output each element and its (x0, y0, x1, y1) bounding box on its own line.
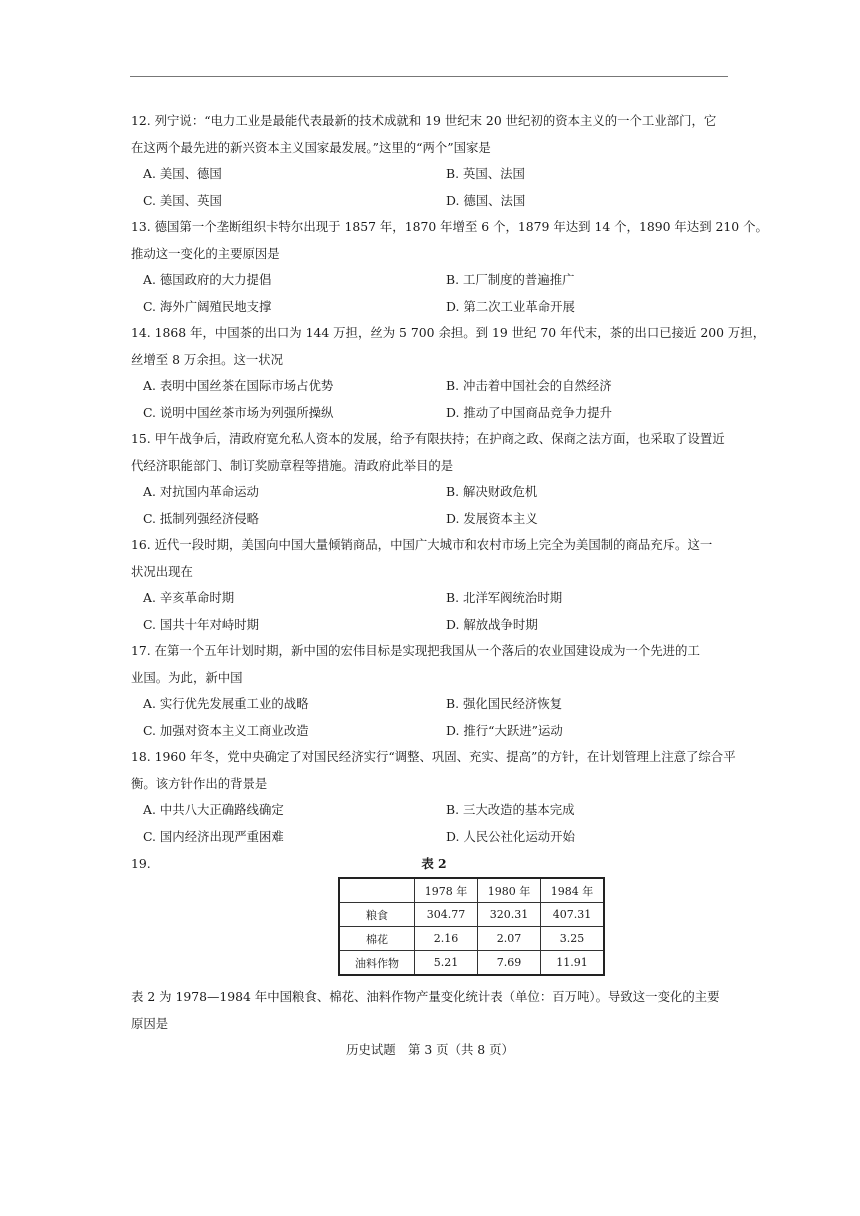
answer-options (131, 585, 737, 638)
answer-option: A. 表明中国丝茶在国际市场占优势 (143, 378, 334, 393)
answer-options (131, 691, 737, 744)
row-header: 棉花 (339, 927, 415, 951)
page-footer: 历史试题 第 3 页（共 8 页） (346, 1042, 514, 1057)
answer-option: C. 说明中国丝茶市场为列强所操纵 (143, 404, 334, 420)
question-stem-line: 代经济职能部门、制订奖励章程等措施。清政府此举目的是 (131, 457, 454, 473)
question-stem-line: 衡。该方针作出的背景是 (131, 775, 268, 791)
answer-option: D. 解放战争时期 (446, 616, 538, 632)
table-caption: 表 2 (421, 856, 447, 871)
answer-options (131, 267, 737, 320)
column-header: 1984 年 (541, 878, 605, 903)
question-stem-line: 14. 1868 年，中国茶的出口为 144 万担，丝为 5 700 余担。到 19 世纪 70 年代末，茶的出口已接近 200 万担， (131, 325, 766, 340)
question-list (131, 108, 768, 1037)
column-header: 1978 年 (415, 878, 478, 903)
answer-option: D. 推动了中国商品竞争力提升 (446, 404, 613, 420)
question-stem-line: 16. 近代一段时期，美国向中国大量倾销商品，中国广大城市和农村市场上完全为美国制的商品充斥。这一 (131, 537, 713, 552)
answer-option: A. 德国政府的大力提倡 (143, 272, 272, 287)
answer-option: C. 抵制列强经济侵略 (143, 510, 260, 526)
answer-option: D. 发展资本主义 (446, 510, 538, 526)
question-stem-line: 丝增至 8 万余担。这一状况 (131, 351, 284, 367)
header-rule (130, 76, 728, 77)
question-item (131, 108, 737, 214)
question-item (131, 214, 768, 320)
question-19 (131, 850, 737, 1037)
answer-option: B. 冲击着中国社会的自然经济 (446, 378, 612, 393)
answer-options (131, 797, 737, 850)
table-cell: 11.91 (541, 951, 605, 976)
table-row (339, 951, 604, 976)
answer-option: D. 德国、法国 (446, 192, 526, 208)
table-corner-cell (339, 878, 415, 903)
stem-line: 表 2 为 1978—1984 年中国粮食、棉花、油料作物产量变化统计表（单位：百万吨）。导致这一变化的主要 (131, 989, 720, 1004)
question-stem-line: 15. 甲午战争后，清政府宽允私人资本的发展，给予有限扶持；在护商之政、保商之法方面，也采取了设置近 (131, 431, 725, 446)
answer-option: D. 人民公社化运动开始 (446, 828, 575, 844)
answer-option: C. 美国、英国 (143, 192, 222, 208)
answer-option: A. 美国、德国 (143, 166, 222, 181)
question-stem-line: 18. 1960 年冬，党中央确定了对国民经济实行“调整、巩固、充实、提高”的方针，在计划管理上注意了综合平 (131, 749, 736, 764)
answer-option: B. 强化国民经济恢复 (446, 696, 563, 711)
answer-options (131, 161, 737, 214)
question-item (131, 532, 737, 638)
statistics-table (338, 877, 605, 976)
question-stem-line: 推动这一变化的主要原因是 (131, 245, 280, 261)
question-number: 19. (131, 856, 151, 871)
answer-option: B. 北洋军阀统治时期 (446, 590, 563, 605)
question-item (131, 744, 737, 850)
table-header-row (339, 878, 604, 903)
answer-option: B. 解决财政危机 (446, 484, 538, 499)
question-stem-line: 12. 列宁说：“电力工业是最能代表最新的技术成就和 19 世纪末 20 世纪初的资本主义的一个工业部门，它 (131, 113, 717, 128)
answer-option: A. 辛亥革命时期 (143, 590, 235, 605)
answer-option: B. 三大改造的基本完成 (446, 802, 575, 817)
row-header: 油料作物 (339, 951, 415, 976)
question-stem-line: 状况出现在 (131, 563, 193, 579)
table-cell: 407.31 (541, 903, 605, 927)
answer-option: B. 英国、法国 (446, 166, 525, 181)
table-cell: 7.69 (478, 951, 541, 976)
answer-option: A. 实行优先发展重工业的战略 (143, 696, 309, 711)
row-header: 粮食 (339, 903, 415, 927)
answer-option: A. 中共八大正确路线确定 (143, 802, 284, 817)
column-header: 1980 年 (478, 878, 541, 903)
question-stem-line: 13. 德国第一个垄断组织卡特尔出现于 1857 年，1870 年增至 6 个，1879 年达到 14 个，1890 年达到 210 个。 (131, 219, 768, 234)
table-cell: 3.25 (541, 927, 605, 951)
question-item (131, 426, 737, 532)
answer-option: C. 国共十年对峙时期 (143, 616, 260, 632)
question-item (131, 320, 766, 426)
answer-option: C. 国内经济出现严重困难 (143, 828, 284, 844)
table-cell: 2.16 (415, 927, 478, 951)
question-19-stem (131, 984, 737, 1037)
table-cell: 2.07 (478, 927, 541, 951)
answer-options (131, 479, 737, 532)
answer-option: C. 加强对资本主义工商业改造 (143, 722, 309, 738)
answer-option: A. 对抗国内革命运动 (143, 484, 259, 499)
table-cell: 320.31 (478, 903, 541, 927)
question-item (131, 638, 737, 744)
answer-option: C. 海外广阔殖民地支撑 (143, 298, 272, 314)
question-stem-line: 业国。为此，新中国 (131, 669, 243, 685)
answer-options (131, 373, 737, 426)
question-stem-line: 在这两个最先进的新兴资本主义国家最发展。”这里的“两个”国家是 (131, 139, 491, 155)
answer-option: D. 第二次工业革命开展 (446, 298, 575, 314)
table-row (339, 927, 604, 951)
stem-line: 原因是 (131, 1015, 169, 1031)
table-cell: 304.77 (415, 903, 478, 927)
answer-option: B. 工厂制度的普遍推广 (446, 272, 575, 287)
table-row (339, 903, 604, 927)
question-stem-line: 17. 在第一个五年计划时期，新中国的宏伟目标是实现把我国从一个落后的农业国建设成为一个先进的工 (131, 643, 700, 658)
table-cell: 5.21 (415, 951, 478, 976)
answer-option: D. 推行“大跃进”运动 (446, 722, 563, 738)
